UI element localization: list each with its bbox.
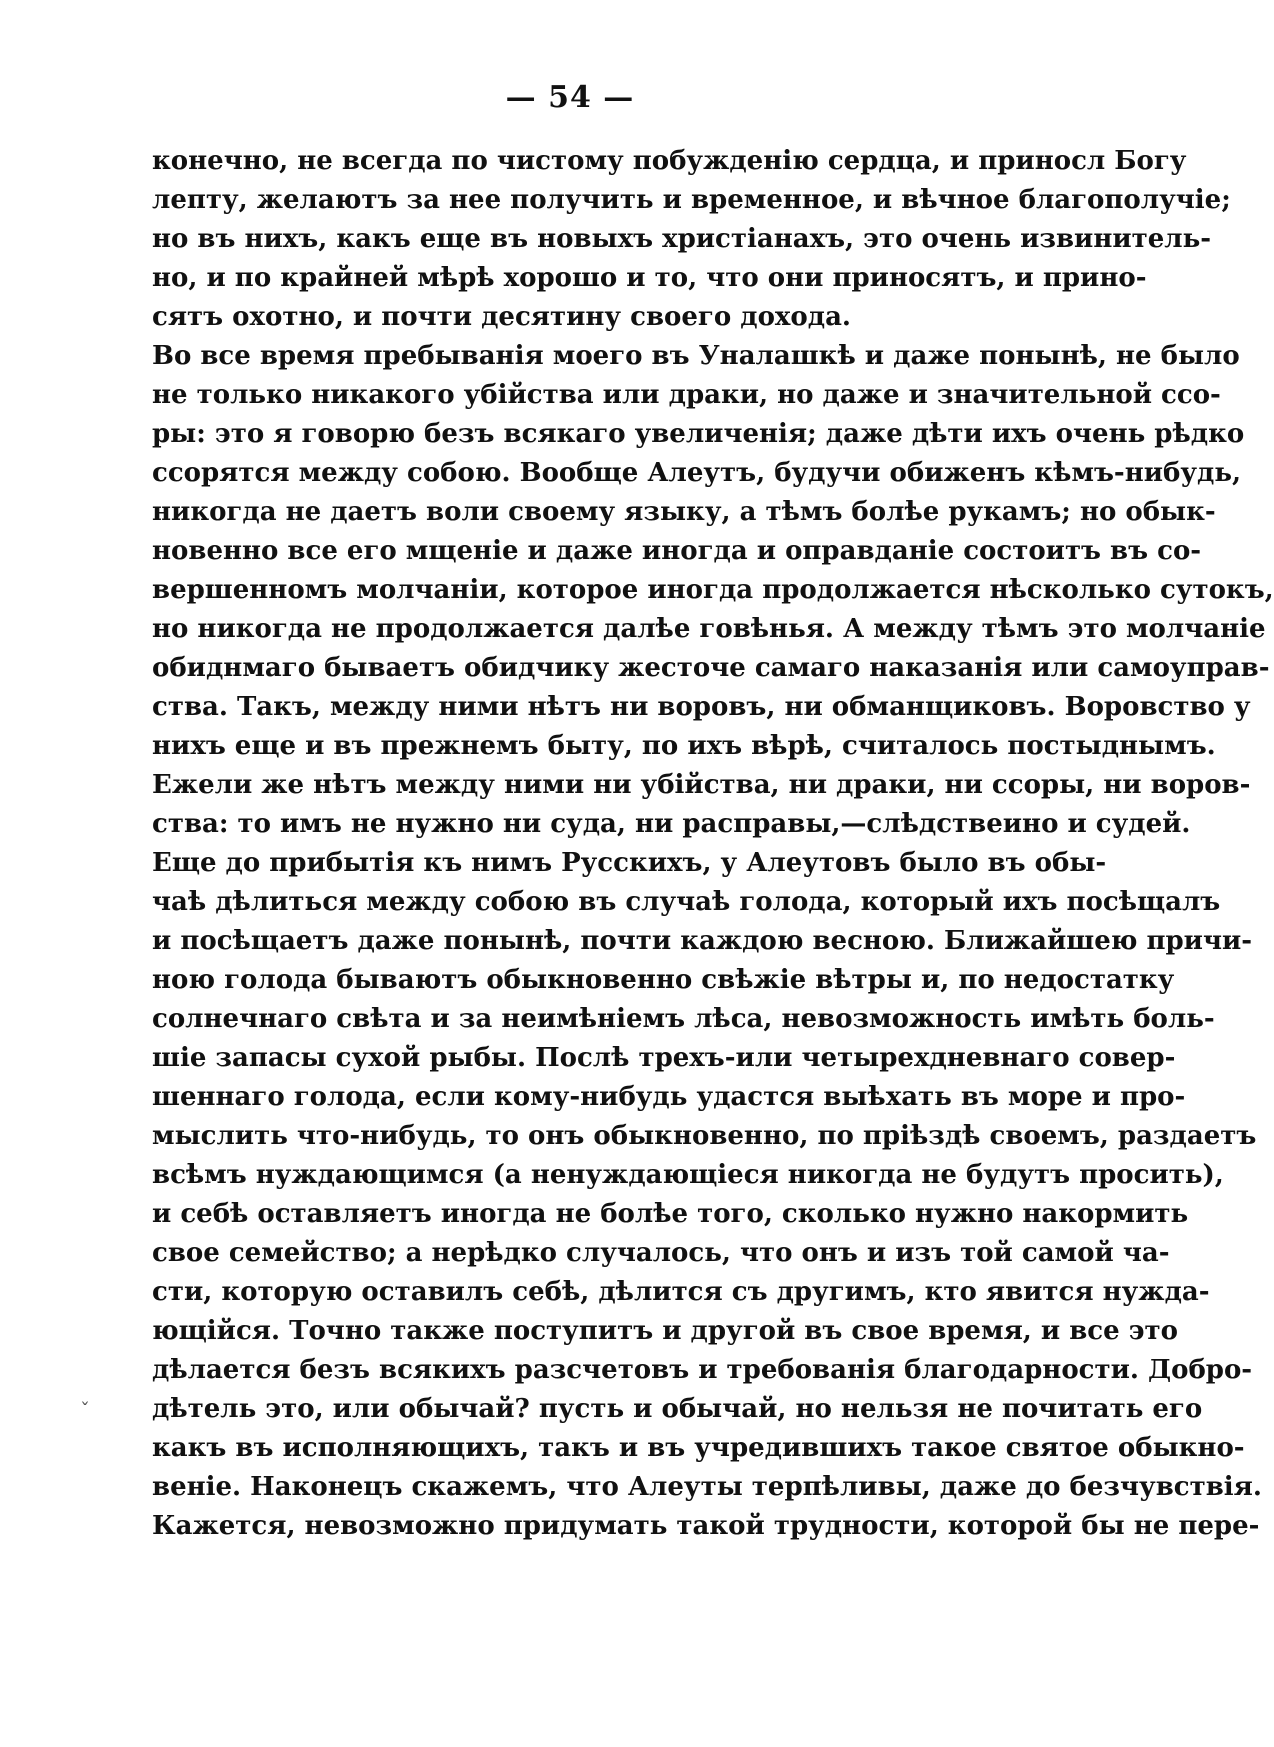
text-line: и себѣ оставляетъ иногда не болѣе того, сколько нужно накормить [152, 1199, 1189, 1229]
text-line: мыслить что-нибудь, то онъ обыкновенно, по прiѣздѣ своемъ, раздаетъ [152, 1121, 1257, 1151]
text-line: Во все время пребыванiя моего въ Уналашкѣ и даже понынѣ, не было [152, 341, 1240, 371]
text-line: дѣлается безъ всякихъ разсчетовъ и требованiя благодарности. Добро- [152, 1355, 1253, 1385]
text-line: никогда не даетъ воли своему языку, а тѣмъ болѣе рукамъ; но обык- [152, 497, 1216, 527]
text-line: лепту, желаютъ за нее получить и временное, и вѣчное благополучiе; [152, 185, 1231, 215]
text-line: солнечнаго свѣта и за неимѣнiемъ лѣса, невозможность имѣть боль- [152, 1004, 1215, 1034]
text-line: не только никакого убiйства или драки, но даже и значительной ссо- [152, 380, 1221, 410]
text-line: Кажется, невозможно придумать такой трудности, которой бы не пере- [152, 1511, 1260, 1541]
text-line: чаѣ дѣлиться между собою въ случаѣ голода, который ихъ посѣщалъ [152, 887, 1221, 917]
text-line: новенно все его мщенiе и даже иногда и оправданiе состоитъ въ со- [152, 536, 1202, 566]
text-line: обиднмаго бываетъ обидчику жесточе самаго наказанiя или самоуправ- [152, 653, 1270, 683]
text-line: шiе запасы сухой рыбы. Послѣ трехъ-или четырехдневнаго совер- [152, 1043, 1176, 1073]
text-line: свое семейство; а нерѣдко случалось, что онъ и изъ той самой ча- [152, 1238, 1170, 1268]
text-line: конечно, не всегда по чистому побужденiю сердца, и приносл Богу [152, 146, 1187, 176]
text-line: Еще до прибытiя къ нимъ Русскихъ, у Алеутовъ было въ обы- [152, 848, 1107, 878]
text-line: сти, которую оставилъ себѣ, дѣлится съ другимъ, кто явится нужда- [152, 1277, 1210, 1307]
text-line: но въ нихъ, какъ еще въ новыхъ христiанахъ, это очень извинитель- [152, 224, 1212, 254]
text-line: ною голода бываютъ обыкновенно свѣжiе вѣтры и, по недостатку [152, 965, 1175, 995]
text-line: Ежели же нѣтъ между ними ни убiйства, ни драки, ни ссоры, ни воров- [152, 770, 1251, 800]
text-line: вершенномъ молчанiи, которое иногда продолжается нѣсколько сутокъ, [152, 575, 1274, 605]
text-line: всѣмъ нуждающимся (а ненуждающiеся никогда не будутъ просить), [152, 1160, 1224, 1190]
text-line: какъ въ исполняющихъ, такъ и въ учредившихъ такое святое обыкно- [152, 1433, 1245, 1463]
page-number: — 54 — [505, 80, 635, 115]
text-line: дѣтель это, или обычай? пусть и обычай, но нельзя не почитать его [152, 1394, 1203, 1424]
text-line: но никогда не продолжается далѣе говѣнья. А между тѣмъ это молчанiе [152, 614, 1266, 644]
text-line: ства: то имъ не нужно ни суда, ни расправы,—слѣдствеино и судей. [152, 809, 1191, 839]
text-line: шеннаго голода, если кому-нибудь удастся выѣхать въ море и про- [152, 1082, 1186, 1112]
text-line: ры: это я говорю безъ всякаго увеличенiя; даже дѣти ихъ очень рѣдко [152, 419, 1245, 449]
text-line: сятъ охотно, и почти десятину своего дохода. [152, 302, 851, 332]
body-text [152, 142, 1274, 1546]
text-line: венiе. Наконецъ скажемъ, что Алеуты терпѣливы, даже до безчувствiя. [152, 1472, 1262, 1502]
text-line: но, и по крайней мѣрѣ хорошо и то, что они приносятъ, и прино- [152, 263, 1147, 293]
text-line: ющiйся. Точно также поступитъ и другой въ свое время, и все это [152, 1316, 1178, 1346]
text-line: и посѣщаетъ даже понынѣ, почти каждою весною. Ближайшею причи- [152, 926, 1253, 956]
text-line: ссорятся между собою. Вообще Алеутъ, будучи обиженъ кѣмъ-нибудь, [152, 458, 1242, 488]
text-line: нихъ еще и въ прежнемъ быту, по ихъ вѣрѣ, считалось постыднымъ. [152, 731, 1216, 761]
margin-mark: ˇ [80, 1398, 90, 1422]
text-line: ства. Такъ, между ними нѣтъ ни воровъ, ни обманщиковъ. Воровство у [152, 692, 1251, 722]
